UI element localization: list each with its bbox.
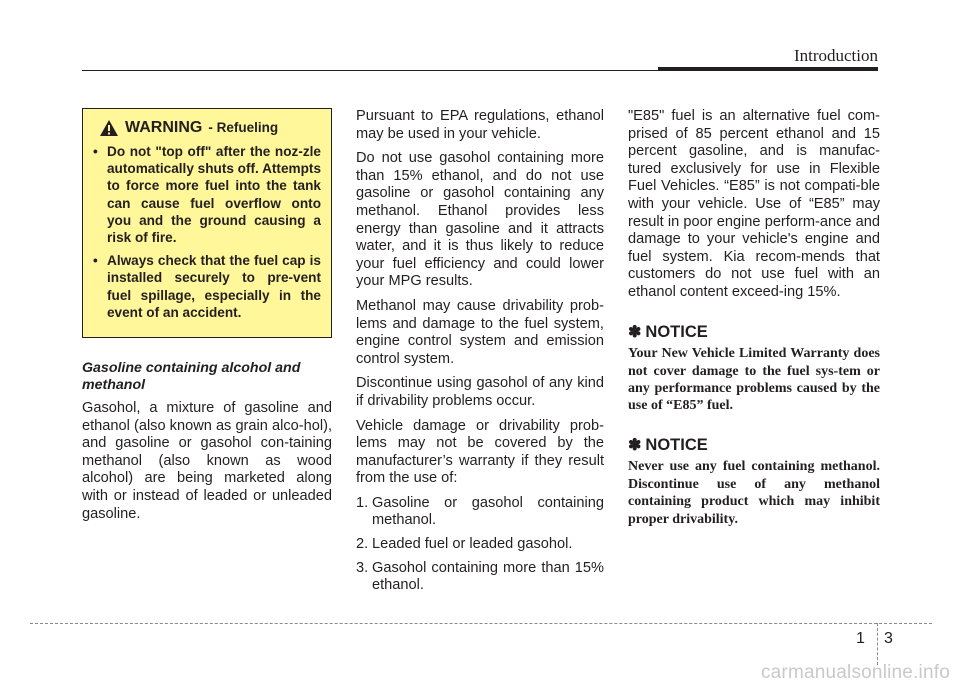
list-item-number: 2. [356,536,369,553]
page-number: 3 [884,630,893,647]
warning-label: WARNING [125,119,203,137]
chapter-number: 1 [856,630,865,647]
warning-list [93,143,321,321]
warning-item: • Always check that the fuel cap is installed securely to pre-vent fuel spillage, especially in the event of an accident. [93,252,321,321]
notice-text: Never use any fuel containing methanol. Discontinue use of any methanol containing product which may inhibit proper drivability. [628,459,880,527]
section-heading: Gasoline containing alcohol and methanol [82,360,301,394]
warning-item: • Do not "top off" after the noz-zle automatically shuts off. Attempts to force more fuel into the tank can cause fuel overflow onto you and the ground causing a risk of fire. [93,143,321,246]
body-paragraph: Vehicle damage or drivability prob-lems may not be covered by the manufacturer’s warranty if they result from the use of: [356,417,604,487]
list-item-number: 3. [356,559,369,576]
list-item [356,495,604,530]
notice-text: Your New Vehicle Limited Warranty does not cover damage to the fuel sys-tem or any performance problems caused by the use of “E85” fuel. [628,346,880,414]
notice-label: NOTICE [645,322,708,341]
list-item [356,560,604,595]
list-item-number: 1. [356,494,369,511]
notice-header [628,437,880,455]
right-column [628,108,880,528]
footer-divider [877,623,878,665]
body-paragraph: Discontinue using gasohol of any kind if drivability problems occur. [356,375,604,409]
list-item-text: Gasohol containing more than 15% ethanol. [372,559,604,594]
warning-header [93,119,321,137]
warning-box [82,108,332,338]
list-item-text: Gasoline or gasohol containing methanol. [372,494,604,529]
body-paragraph: "E85" fuel is an alternative fuel com-prised of 85 percent ethanol and 15 percent gasoline, and is manufac-tured exclusively for use in Flexible Fuel Vehicles. “E85” is not compati-ble with your vehicle. Use of “E85” may result in poor engine perform-ance and damage to your vehicle's engine and fuel system. Kia recom-mends that customers do not use fuel with an ethanol content exceed-ing 15%. [628,108,880,300]
footer-rule [30,623,932,624]
section-header-title: Introduction [793,46,878,65]
middle-column [356,108,604,601]
watermark: carmanualsonline.info [760,662,950,683]
asterisk-icon: ✽ [628,436,642,454]
left-column [82,108,332,530]
list-item [356,536,604,554]
warning-triangle-icon [99,119,119,137]
numbered-list [356,495,604,595]
warning-subtitle: - Refueling [208,120,279,136]
header-rule-accent [658,67,878,71]
asterisk-icon: ✽ [628,323,642,341]
notice-label: NOTICE [645,435,708,454]
body-paragraph: Do not use gasohol containing more than 15% ethanol, and do not use gasoline or gasohol containing any methanol. Ethanol provides less energy than gasoline and it attracts water, and it is thus likely to reduce your fuel efficiency and could lower your MPG results. [356,150,604,290]
body-paragraph: Gasohol, a mixture of gasoline and ethanol (also known as grain alco-hol), and gasoline or gasohol con-taining methanol (also known as wood alcohol) are being marketed along with or instead of leaded or unleaded gasoline. [82,400,332,522]
list-item-text: Leaded fuel or leaded gasohol. [372,536,573,553]
notice-header [628,324,880,342]
body-paragraph: Methanol may cause drivability prob-lems and damage to the fuel system, engine control system and emission control system. [356,297,604,367]
body-paragraph: Pursuant to EPA regulations, ethanol may be used in your vehicle. [356,108,604,142]
